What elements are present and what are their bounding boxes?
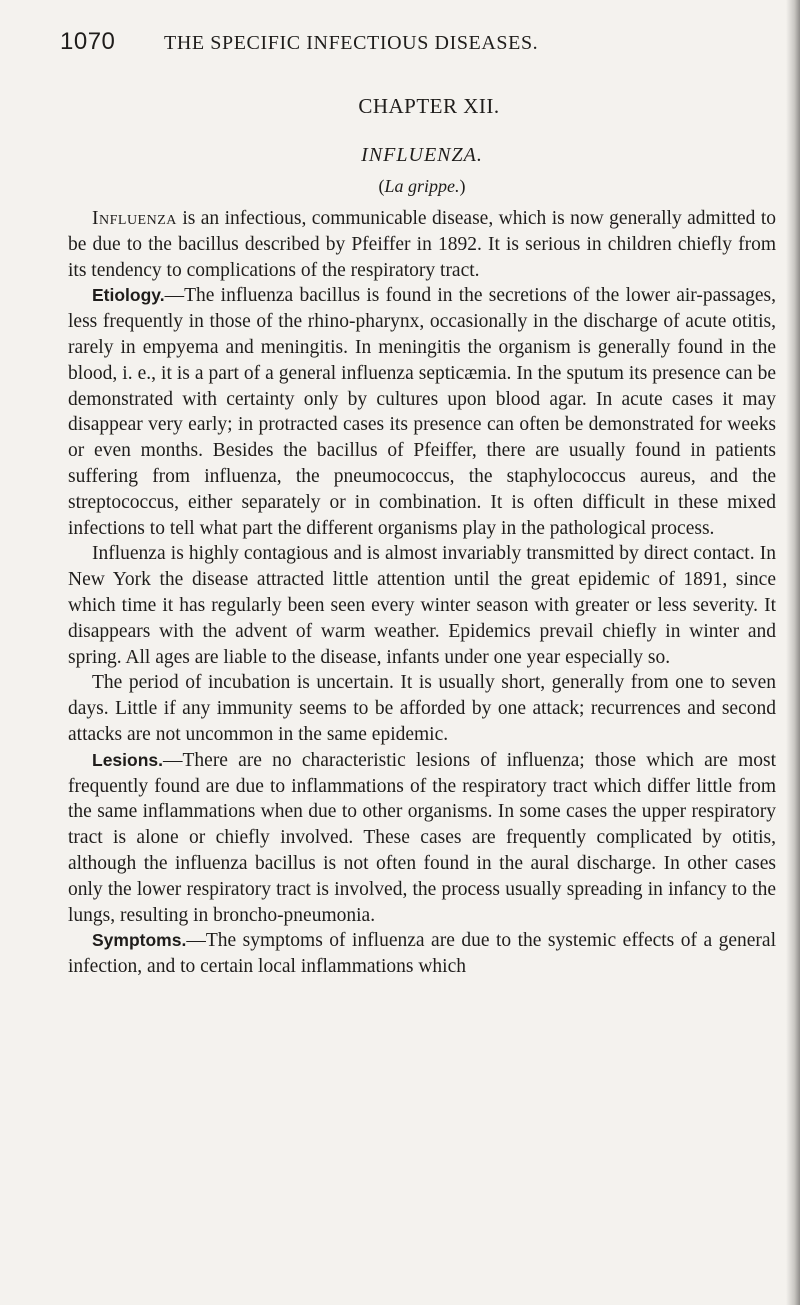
- subtitle-open: (: [378, 176, 385, 196]
- symptoms-heading: Symptoms.: [92, 930, 187, 951]
- running-head: [60, 28, 776, 60]
- paragraph-incubation: The period of incubation is uncertain. It is usually short, generally from one to seven days. Little if any immunity seems to be afforded by one attack; recurrences and second attacks are not uncommon in the same epidemic.: [68, 672, 776, 745]
- intro-lead-word: Influenza: [92, 208, 177, 229]
- paragraph-lesions: [68, 748, 776, 929]
- lesions-text: —There are no characteristic lesions of influenza; those which are most frequently found are due to inflammations of the respiratory tract which differ little from the same inflammations when due to other organisms. In some cases the upper respiratory tract is alone or chiefly involved. These cases are frequently complicated by otitis, although the influenza bacillus is not often found in the aural discharge. In other cases only the lower respiratory tract is involved, the process usually spreading in infancy to the lungs, resulting in broncho-pneumonia.: [68, 749, 776, 926]
- chapter-heading: CHAPTER XII.: [358, 94, 500, 118]
- chapter-title: INFLUENZA.: [361, 144, 483, 166]
- symptoms-text: —The symptoms of influenza are due to the systemic effects of a general infection, and to certain local inflammations which: [68, 930, 776, 978]
- intro-text: is an infectious, communicable disease, which is now generally admitted to be due to the bacillus described by Pfeiffer in 1892. It is serious in children chiefly from its tendency to complications of the respiratory tract.: [68, 208, 776, 281]
- lesions-heading: Lesions.: [92, 749, 163, 770]
- running-title: THE SPECIFIC INFECTIOUS DISEASES.: [164, 32, 539, 54]
- body-text: [68, 206, 776, 980]
- chapter-subtitle: [68, 176, 776, 206]
- paragraph-intro: [68, 206, 776, 283]
- page-edge-shadow: [786, 0, 800, 1305]
- paragraph-etiology: [68, 283, 776, 541]
- paragraph-contagion: Influenza is highly contagious and is almost invariably transmitted by direct contact. In New York the disease attracted little attention until the great epidemic of 1891, since which time it has regularly been seen every winter season with greater or less severity. It disappears with the advent of warm weather. Epidemics prevail chiefly in winter and spring. All ages are liable to the disease, infants under one year especially so.: [68, 543, 776, 668]
- subtitle-italic: La grippe.: [384, 176, 460, 196]
- page-content: [60, 28, 776, 980]
- etiology-heading: Etiology.: [92, 285, 165, 306]
- paragraph-symptoms: [68, 928, 776, 980]
- page-number: 1070: [60, 28, 116, 55]
- etiology-text: —The influenza bacillus is found in the secretions of the lower air-passages, less frequently in those of the rhino-pharynx, occasionally in the discharge of acute otitis, rarely in empyema and meningitis. In meningitis the organism is generally found in the blood, i. e., it is a part of a general influenza septicæmia. In the sputum its presence can be demonstrated with certainty only by cultures upon blood agar. In acute cases it may disappear very early; in protracted cases its presence can often be demonstrated for weeks or even months. Besides the bacillus of Pfeiffer, there are usually found in patients suffering from influenza, the pneumococcus, the staphylococcus aureus, and the streptococcus, either separately or in combination. It is often difficult in these mixed infections to tell what part the different organisms play in the pathological process.: [68, 285, 776, 539]
- subtitle-close: ): [459, 176, 466, 196]
